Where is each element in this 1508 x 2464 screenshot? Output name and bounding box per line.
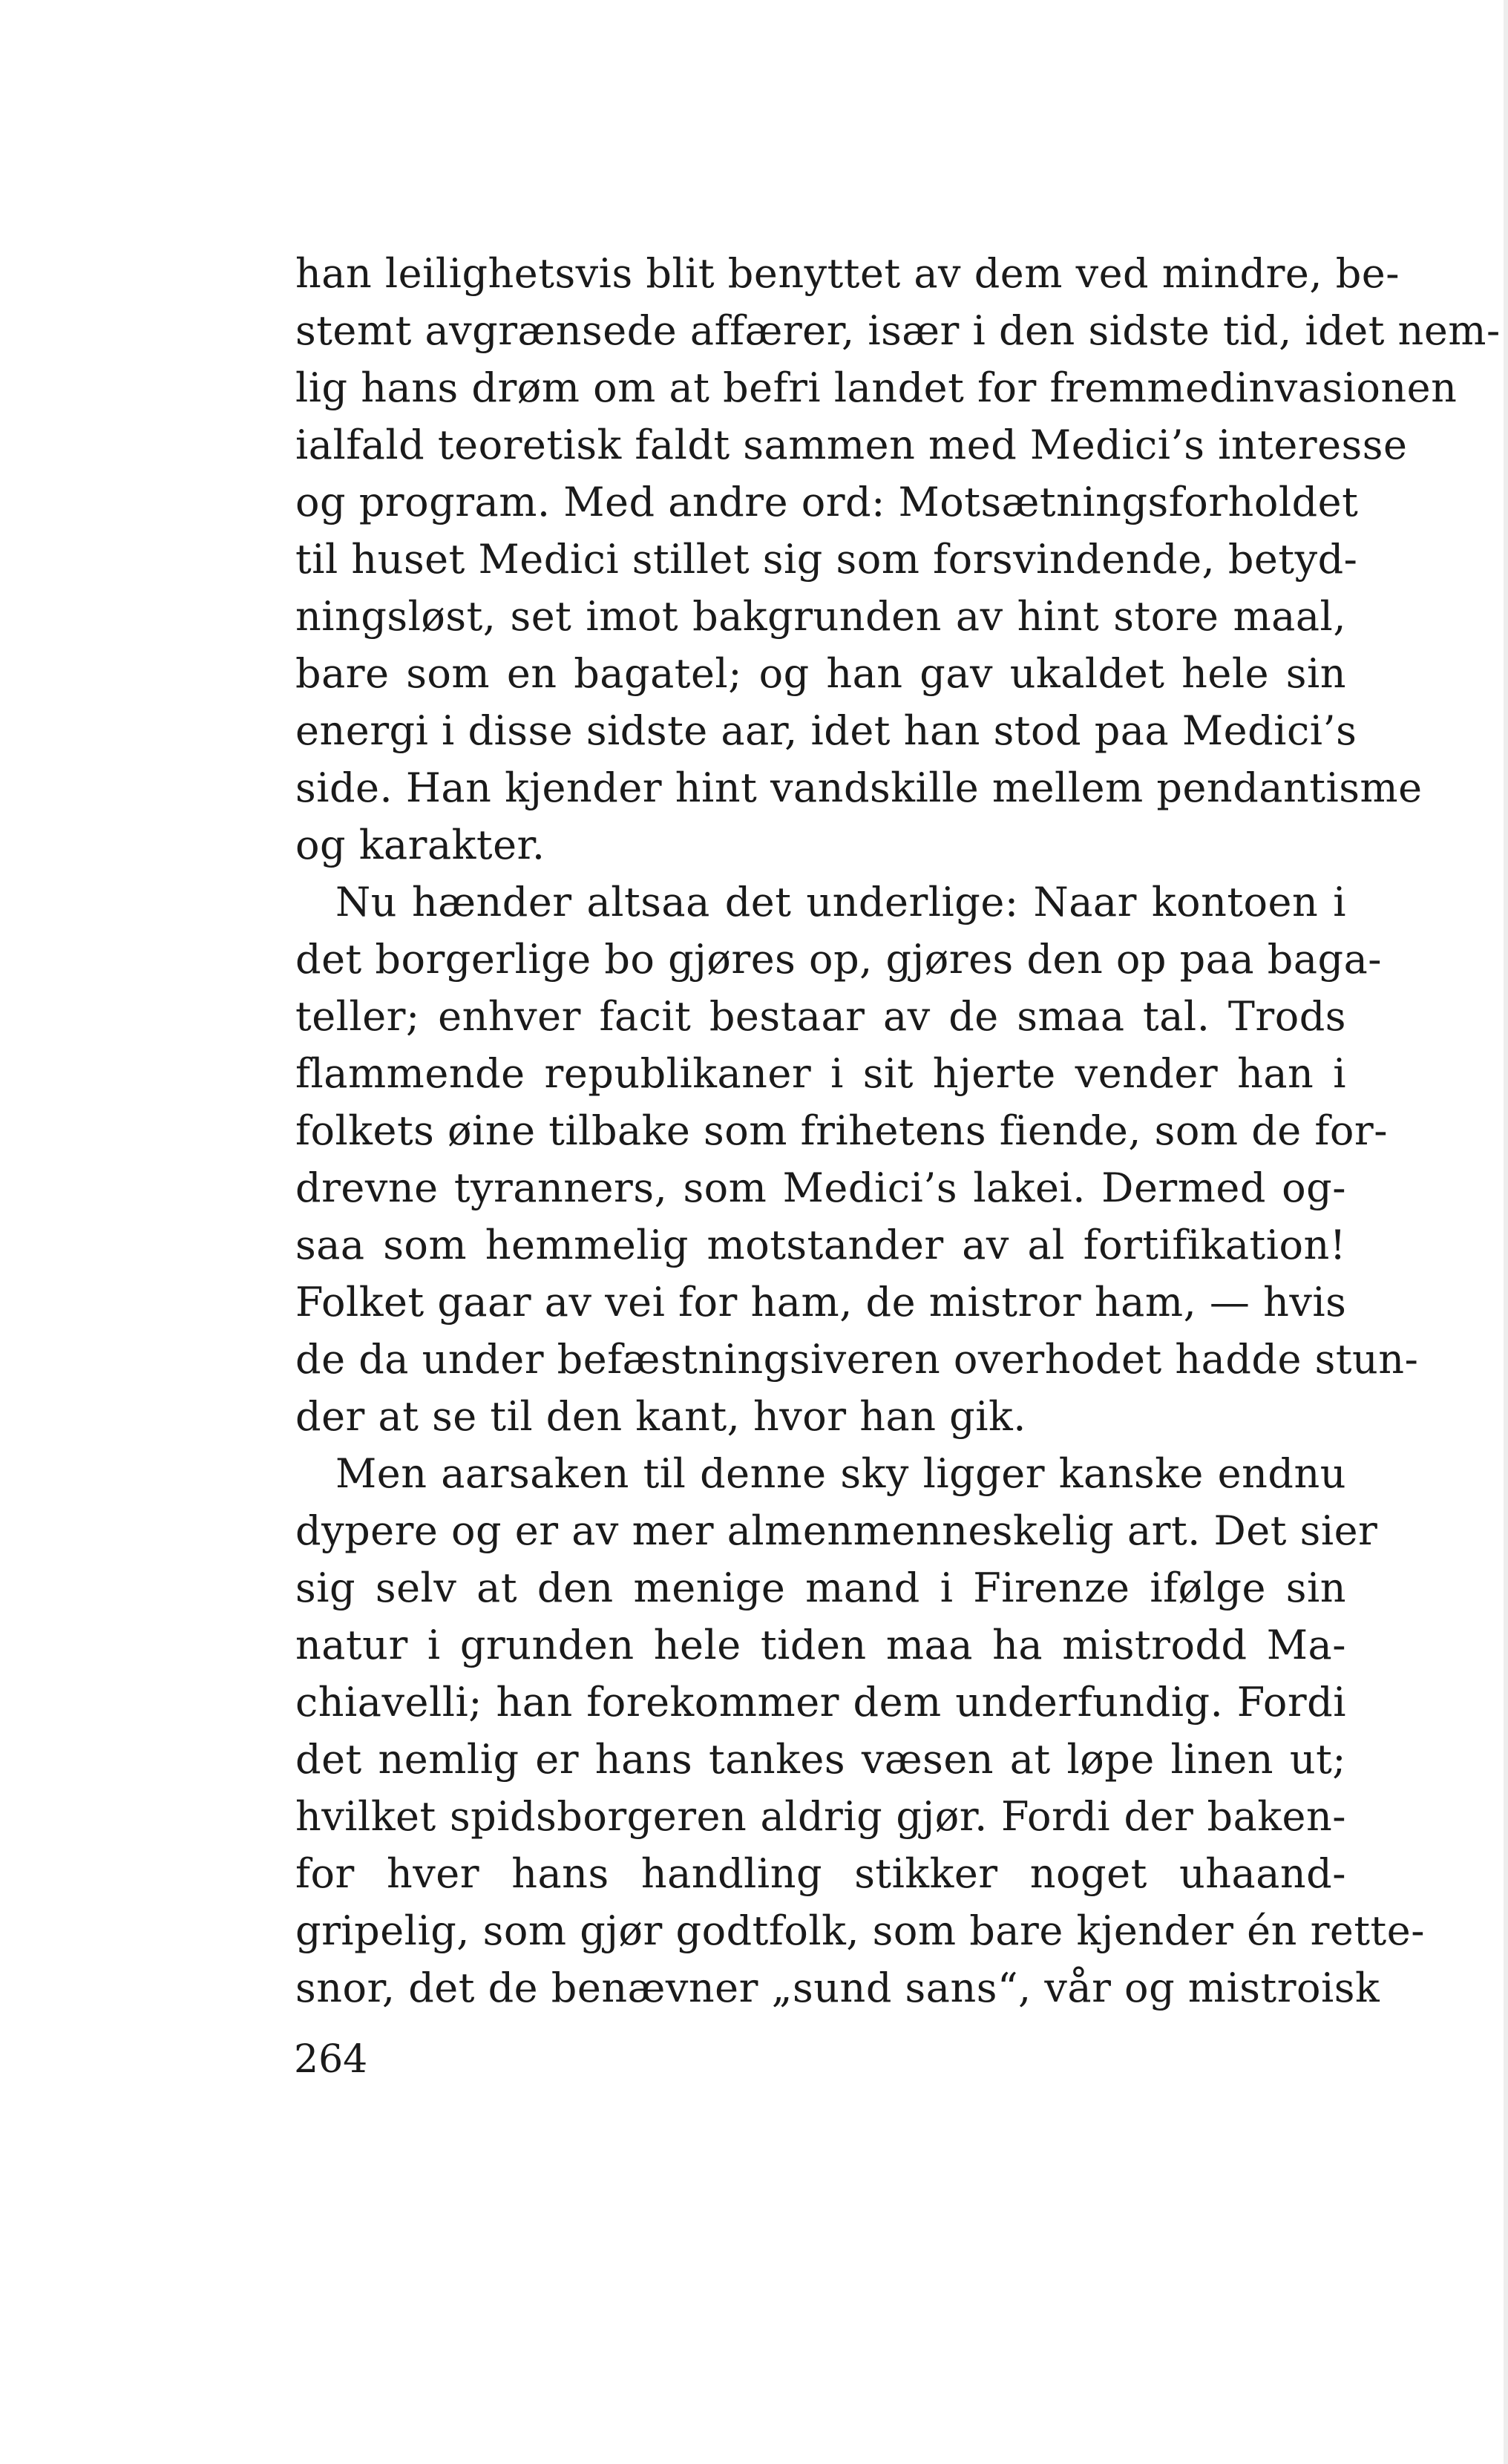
text-line: Folket gaar av vei for ham, de mistror ham, — hvis xyxy=(295,1279,1347,1326)
text-line: til huset Medici stillet sig som forsvindende, betyd- xyxy=(295,536,1358,583)
text-line: de da under befæstningsiveren overhodet hadde stun- xyxy=(295,1336,1419,1383)
text-line: snor, det de benævner „sund sans“, vår og mistroisk xyxy=(295,1965,1380,2011)
text-line: saa som hemmelig motstander av al fortifikation! xyxy=(295,1222,1346,1268)
text-line: side. Han kjender hint vandskille mellem pendantisme xyxy=(295,764,1423,811)
text-line: for hver hans handling stikker noget uhaand- xyxy=(295,1850,1346,1897)
page-edge xyxy=(1504,0,1508,2464)
text-line: chiavelli; han forekommer dem underfundig. Fordi xyxy=(295,1679,1346,1726)
text-line: folkets øine tilbake som frihetens fiende, som de for- xyxy=(295,1107,1388,1154)
text-line: stemt avgrænsede affærer, især i den sidste tid, idet nem- xyxy=(295,307,1501,354)
text-line: drevne tyranners, som Medici’s lakei. Dermed og- xyxy=(295,1164,1346,1211)
text-line: Men aarsaken til denne sky ligger kanske endnu xyxy=(335,1450,1346,1497)
text-line: lig hans drøm om at befri landet for fremmedinvasionen xyxy=(295,364,1458,411)
text-line: det nemlig er hans tankes væsen at løpe linen ut; xyxy=(295,1736,1346,1783)
text-line: bare som en bagatel; og han gav ukaldet hele sin xyxy=(295,650,1346,697)
text-line: flammende republikaner i sit hjerte vender han i xyxy=(295,1050,1346,1097)
text-line: dypere og er av mer almenmenneskelig art. Det sier xyxy=(295,1507,1378,1554)
text-line: teller; enhver facit bestaar av de smaa tal. Trods xyxy=(295,993,1346,1040)
text-line: gripelig, som gjør godtfolk, som bare kjender én rette- xyxy=(295,1907,1425,1954)
text-line: ningsløst, set imot bakgrunden av hint store maal, xyxy=(295,593,1346,640)
body-text xyxy=(295,245,1501,2016)
text-line: sig selv at den menige mand i Firenze ifølge sin xyxy=(295,1564,1346,1611)
text-line: Nu hænder altsaa det underlige: Naar kontoen i xyxy=(335,879,1346,925)
page-number: 264 xyxy=(294,2037,368,2082)
text-line: han leilighetsvis blit benyttet av dem ved mindre, be- xyxy=(295,250,1400,297)
text-line: energi i disse sidste aar, idet han stod paa Medici’s xyxy=(295,707,1357,754)
text-line: det borgerlige bo gjøres op, gjøres den op paa baga- xyxy=(295,936,1383,983)
text-line: ialfald teoretisk faldt sammen med Medici’s interesse xyxy=(295,422,1408,468)
text-line: hvilket spidsborgeren aldrig gjør. Fordi der baken- xyxy=(295,1793,1346,1840)
text-line: der at se til den kant, hvor han gik. xyxy=(295,1393,1026,1440)
text-line: natur i grunden hele tiden maa ha mistrodd Ma- xyxy=(295,1622,1346,1668)
text-line: og karakter. xyxy=(295,822,545,868)
text-line: og program. Med andre ord: Motsætningsforholdet xyxy=(295,479,1359,525)
